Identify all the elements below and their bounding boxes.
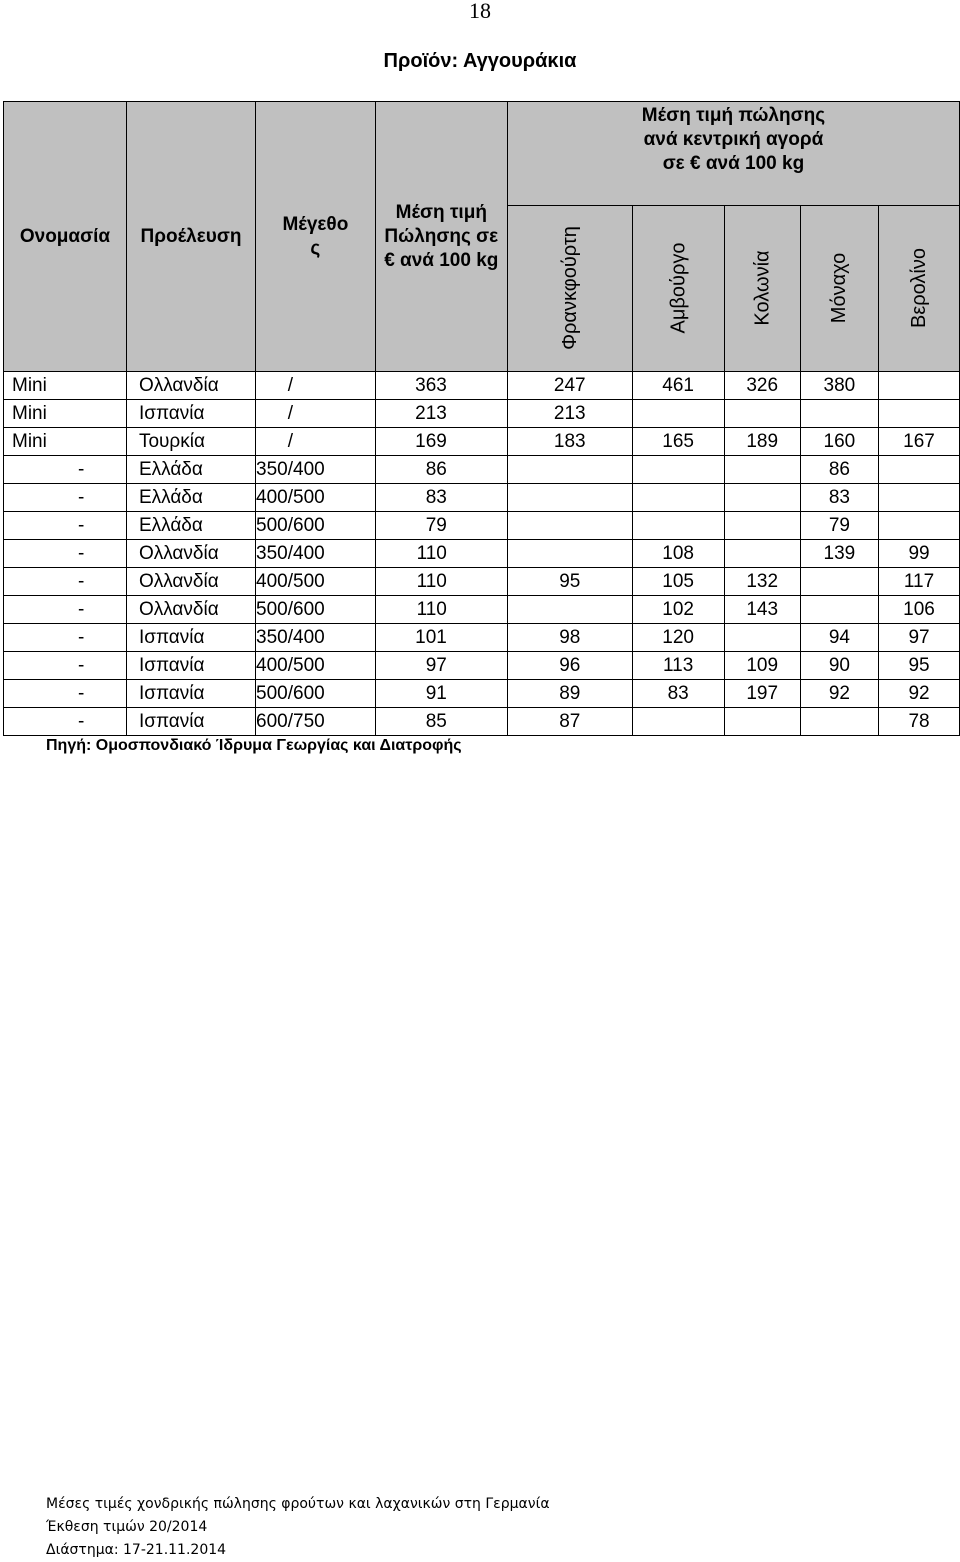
cell-name: - <box>4 568 127 596</box>
cell-city-price <box>507 596 632 624</box>
table-row <box>4 708 960 736</box>
cell-city-price: 92 <box>879 680 960 708</box>
header-city-berlin <box>879 206 960 372</box>
cell-city-price <box>879 484 960 512</box>
cell-origin: Ελλάδα <box>126 512 255 540</box>
table-row <box>4 624 960 652</box>
cell-origin: Τουρκία <box>126 428 255 456</box>
cell-size: 400/500 <box>256 568 376 596</box>
cell-city-price: 183 <box>507 428 632 456</box>
cell-city-price <box>632 708 724 736</box>
header-city-cologne <box>724 206 800 372</box>
cell-avg-price: 110 <box>375 568 507 596</box>
cell-name: Mini <box>4 372 127 400</box>
table-row <box>4 512 960 540</box>
cell-origin: Ισπανία <box>126 400 255 428</box>
cell-city-price <box>879 400 960 428</box>
cell-avg-price: 101 <box>375 624 507 652</box>
cell-size: 500/600 <box>256 680 376 708</box>
table-body <box>4 372 960 736</box>
cell-city-price: 92 <box>800 680 878 708</box>
header-city-hamburg <box>632 206 724 372</box>
cell-city-price: 117 <box>879 568 960 596</box>
cell-name: - <box>4 680 127 708</box>
cell-city-price <box>724 456 800 484</box>
cell-name: - <box>4 708 127 736</box>
table-row <box>4 680 960 708</box>
table-row <box>4 372 960 400</box>
table-row <box>4 400 960 428</box>
cell-size: / <box>256 428 376 456</box>
cell-city-price <box>507 512 632 540</box>
footer-line: Μέσες τιμές χονδρικής πώλησης φρούτων και λαχανικών στη Γερμανία <box>46 1496 550 1512</box>
cell-city-price <box>800 596 878 624</box>
cell-city-price: 160 <box>800 428 878 456</box>
cell-city-price: 102 <box>632 596 724 624</box>
cell-city-price <box>724 624 800 652</box>
cell-city-price: 89 <box>507 680 632 708</box>
table-row <box>4 484 960 512</box>
cell-origin: Ισπανία <box>126 708 255 736</box>
cell-city-price: 96 <box>507 652 632 680</box>
cell-avg-price: 91 <box>375 680 507 708</box>
footer-line: Διάστημα: 17-21.11.2014 <box>46 1542 227 1558</box>
table-row <box>4 540 960 568</box>
cell-size: 350/400 <box>256 540 376 568</box>
table-row <box>4 428 960 456</box>
cell-size: / <box>256 400 376 428</box>
cell-name: - <box>4 512 127 540</box>
cell-city-price: 83 <box>632 680 724 708</box>
cell-avg-price: 169 <box>375 428 507 456</box>
cell-name: - <box>4 596 127 624</box>
header-city-munich <box>800 206 878 372</box>
cell-avg-price: 363 <box>375 372 507 400</box>
cell-origin: Ολλανδία <box>126 372 255 400</box>
price-table <box>3 101 960 736</box>
cell-city-price: 94 <box>800 624 878 652</box>
cell-size: / <box>256 372 376 400</box>
cell-size: 400/500 <box>256 484 376 512</box>
header-size: Μέγεθο ς <box>256 102 376 372</box>
cell-name: - <box>4 540 127 568</box>
cell-city-price: 98 <box>507 624 632 652</box>
cell-city-price <box>632 512 724 540</box>
header-city-label: Αμβούργο <box>667 242 690 334</box>
cell-avg-price: 97 <box>375 652 507 680</box>
cell-city-price: 139 <box>800 540 878 568</box>
cell-origin: Ελλάδα <box>126 484 255 512</box>
cell-city-price: 97 <box>879 624 960 652</box>
cell-city-price <box>800 400 878 428</box>
cell-city-price: 167 <box>879 428 960 456</box>
cell-city-price: 105 <box>632 568 724 596</box>
header-market-group: Μέση τιμή πώλησης ανά κεντρική αγορά σε € ανά 100 kg <box>507 102 959 206</box>
cell-city-price: 79 <box>800 512 878 540</box>
cell-city-price: 95 <box>879 652 960 680</box>
cell-city-price: 165 <box>632 428 724 456</box>
cell-city-price <box>724 708 800 736</box>
cell-city-price: 87 <box>507 708 632 736</box>
page-title: Προϊόν: Αγγουράκια <box>383 50 577 72</box>
header-city-label: Κολωνία <box>751 250 774 326</box>
cell-size: 500/600 <box>256 512 376 540</box>
cell-origin: Ολλανδία <box>126 540 255 568</box>
cell-name: - <box>4 624 127 652</box>
cell-city-price: 106 <box>879 596 960 624</box>
cell-city-price: 132 <box>724 568 800 596</box>
cell-avg-price: 86 <box>375 456 507 484</box>
cell-city-price <box>724 540 800 568</box>
cell-city-price <box>507 484 632 512</box>
cell-city-price <box>800 568 878 596</box>
table-row <box>4 456 960 484</box>
header-city-frankfurt <box>507 206 632 372</box>
cell-city-price <box>879 372 960 400</box>
footer-line: Έκθεση τιμών 20/2014 <box>46 1519 208 1535</box>
cell-origin: Ισπανία <box>126 624 255 652</box>
cell-city-price <box>800 708 878 736</box>
cell-city-price: 78 <box>879 708 960 736</box>
cell-city-price <box>879 456 960 484</box>
cell-origin: Ισπανία <box>126 652 255 680</box>
cell-avg-price: 83 <box>375 484 507 512</box>
page-number: 18 <box>469 0 491 23</box>
cell-city-price: 86 <box>800 456 878 484</box>
cell-name: Mini <box>4 428 127 456</box>
cell-city-price: 113 <box>632 652 724 680</box>
cell-size: 350/400 <box>256 456 376 484</box>
source-note: Πηγή: Ομοσπονδιακό Ίδρυμα Γεωργίας και Διατροφής <box>46 737 462 754</box>
cell-city-price <box>724 512 800 540</box>
cell-city-price <box>507 456 632 484</box>
cell-city-price: 197 <box>724 680 800 708</box>
footer <box>46 1493 550 1562</box>
cell-city-price: 189 <box>724 428 800 456</box>
cell-city-price: 380 <box>800 372 878 400</box>
cell-origin: Ισπανία <box>126 680 255 708</box>
cell-avg-price: 213 <box>375 400 507 428</box>
table-row <box>4 596 960 624</box>
cell-city-price: 213 <box>507 400 632 428</box>
cell-size: 500/600 <box>256 596 376 624</box>
header-avg-price: Μέση τιμή Πώλησης σε € ανά 100 kg <box>375 102 507 372</box>
cell-city-price <box>632 400 724 428</box>
cell-name: - <box>4 652 127 680</box>
header-city-label: Βερολίνο <box>908 248 931 328</box>
cell-size: 400/500 <box>256 652 376 680</box>
cell-origin: Ολλανδία <box>126 568 255 596</box>
cell-city-price: 108 <box>632 540 724 568</box>
cell-city-price <box>632 456 724 484</box>
cell-origin: Ολλανδία <box>126 596 255 624</box>
cell-city-price: 99 <box>879 540 960 568</box>
cell-city-price <box>632 484 724 512</box>
cell-city-price <box>724 400 800 428</box>
cell-name: - <box>4 484 127 512</box>
cell-city-price: 326 <box>724 372 800 400</box>
cell-size: 350/400 <box>256 624 376 652</box>
header-city-label: Φρανκφούρτη <box>558 226 581 350</box>
header-city-label: Μόναχο <box>828 252 851 324</box>
cell-city-price: 143 <box>724 596 800 624</box>
cell-city-price <box>507 540 632 568</box>
cell-name: - <box>4 456 127 484</box>
table-row <box>4 568 960 596</box>
cell-origin: Ελλάδα <box>126 456 255 484</box>
cell-size: 600/750 <box>256 708 376 736</box>
header-origin: Προέλευση <box>126 102 255 372</box>
cell-city-price <box>724 484 800 512</box>
cell-city-price <box>879 512 960 540</box>
cell-city-price: 95 <box>507 568 632 596</box>
table-row <box>4 652 960 680</box>
cell-city-price: 120 <box>632 624 724 652</box>
cell-avg-price: 110 <box>375 596 507 624</box>
cell-city-price: 90 <box>800 652 878 680</box>
cell-city-price: 247 <box>507 372 632 400</box>
cell-name: Mini <box>4 400 127 428</box>
cell-avg-price: 110 <box>375 540 507 568</box>
cell-city-price: 83 <box>800 484 878 512</box>
cell-city-price: 109 <box>724 652 800 680</box>
cell-avg-price: 85 <box>375 708 507 736</box>
cell-city-price: 461 <box>632 372 724 400</box>
cell-avg-price: 79 <box>375 512 507 540</box>
header-name: Ονομασία <box>4 102 127 372</box>
